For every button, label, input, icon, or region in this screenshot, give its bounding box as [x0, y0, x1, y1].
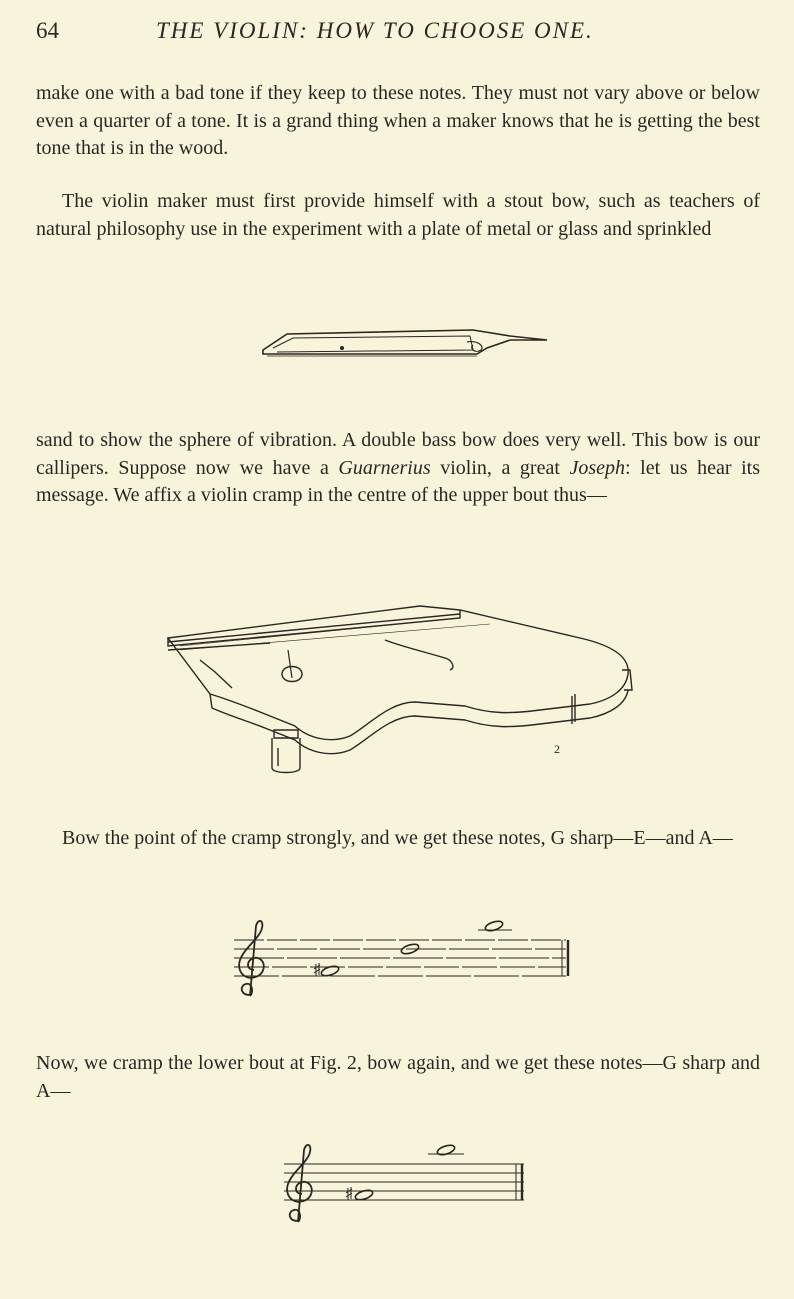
page-number: 64 — [36, 18, 59, 43]
paragraph-2 — [36, 188, 760, 243]
bow-illustration — [255, 318, 555, 364]
paragraph-1: make one with a bad tone if they keep to these notes. They must not vary above or below even a quarter of a tone. It is a grand thing when a maker knows that he is getting the best tone that is in the wood. — [36, 82, 760, 159]
music-staff-2 — [280, 1140, 540, 1240]
paragraph-4-text: Bow the point of the cramp strongly, and we get these notes, G sharp—E—and A— — [62, 827, 733, 849]
music-staff-1 — [230, 912, 580, 1012]
paragraph-2-text: The violin maker must first provide himself with a stout bow, such as teachers of natural philosophy use in the experiment with a plate of metal or glass and sprinkled — [36, 190, 760, 240]
page-header — [36, 18, 761, 50]
joseph-italic: Joseph — [569, 456, 626, 479]
paragraph-5: Now, we cramp the lower bout at Fig. 2, bow again, and we get these notes—G sharp and A— — [36, 1052, 760, 1102]
guarnerius-italic: Guarnerius — [338, 456, 431, 479]
violin-cramp-illustration — [160, 598, 650, 778]
violin-figure-label: 2 — [554, 742, 560, 756]
paragraph-4 — [36, 825, 760, 853]
running-title: THE VIOLIN: HOW TO CHOOSE ONE. — [156, 18, 594, 43]
paragraph-3: sand to show the sphere of vibration. A double bass bow does very well. This bow is our callipers. Suppose now we have a Guarnerius violin, a great Joseph: let us hear its message. We affix a violin cramp in the centre of the upper bout thus— — [36, 429, 760, 506]
